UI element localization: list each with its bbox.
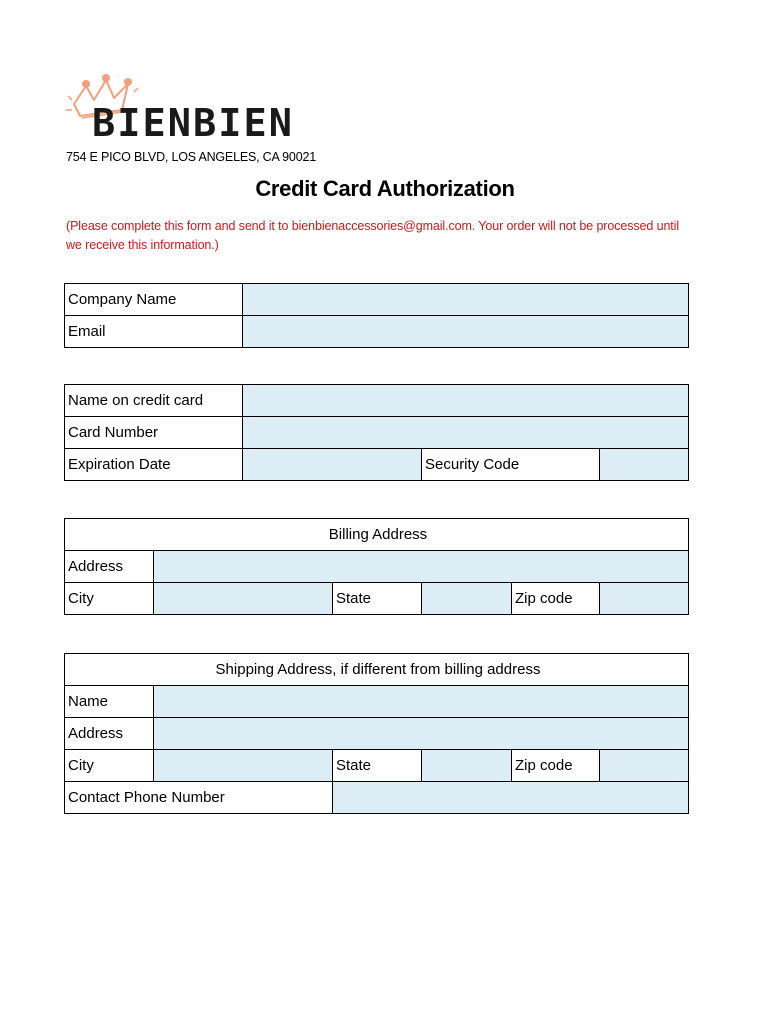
company-info-table (64, 283, 689, 348)
table-row (65, 551, 689, 583)
name-on-card-field[interactable] (243, 385, 689, 417)
logo-wordmark: BIENBIEN (92, 101, 294, 142)
company-logo (64, 70, 304, 142)
table-row (65, 449, 689, 481)
billing-state-field[interactable] (422, 583, 512, 615)
billing-address-table (64, 518, 689, 615)
card-info-table (64, 384, 689, 481)
shipping-address-heading: Shipping Address, if different from billing address (65, 654, 689, 686)
company-name-label: Company Name (65, 284, 243, 316)
company-address: 754 E PICO BLVD, LOS ANGELES, CA 90021 (66, 150, 316, 164)
email-label: Email (65, 316, 243, 348)
table-row (65, 583, 689, 615)
expiration-date-label: Expiration Date (65, 449, 243, 481)
shipping-address-table (64, 653, 689, 814)
billing-address-label: Address (65, 551, 154, 583)
name-on-card-label: Name on credit card (65, 385, 243, 417)
shipping-zip-field[interactable] (600, 750, 689, 782)
table-row (65, 686, 689, 718)
shipping-city-label: City (65, 750, 154, 782)
page-title: Credit Card Authorization (255, 176, 515, 201)
billing-address-field[interactable] (154, 551, 689, 583)
contact-phone-label: Contact Phone Number (65, 782, 333, 814)
table-row (65, 519, 689, 551)
shipping-state-label: State (333, 750, 422, 782)
instructions-note: (Please complete this form and send it to bienbienaccessories@gmail.com. Your order will not be processed until we receive this information.) (66, 219, 680, 252)
shipping-name-field[interactable] (154, 686, 689, 718)
billing-city-field[interactable] (154, 583, 333, 615)
billing-address-heading: Billing Address (65, 519, 689, 551)
billing-city-label: City (65, 583, 154, 615)
shipping-zip-label: Zip code (512, 750, 600, 782)
billing-zip-label: Zip code (512, 583, 600, 615)
security-code-field[interactable] (600, 449, 689, 481)
card-number-label: Card Number (65, 417, 243, 449)
shipping-address-label: Address (65, 718, 154, 750)
table-row (65, 284, 689, 316)
shipping-address-field[interactable] (154, 718, 689, 750)
table-row (65, 718, 689, 750)
table-row (65, 782, 689, 814)
email-field[interactable] (243, 316, 689, 348)
table-row (65, 750, 689, 782)
billing-zip-field[interactable] (600, 583, 689, 615)
card-number-field[interactable] (243, 417, 689, 449)
shipping-name-label: Name (65, 686, 154, 718)
table-row (65, 654, 689, 686)
table-row (65, 417, 689, 449)
shipping-city-field[interactable] (154, 750, 333, 782)
company-name-field[interactable] (243, 284, 689, 316)
contact-phone-field[interactable] (333, 782, 689, 814)
table-row (65, 385, 689, 417)
security-code-label: Security Code (422, 449, 600, 481)
table-row (65, 316, 689, 348)
expiration-date-field[interactable] (243, 449, 422, 481)
billing-state-label: State (333, 583, 422, 615)
shipping-state-field[interactable] (422, 750, 512, 782)
